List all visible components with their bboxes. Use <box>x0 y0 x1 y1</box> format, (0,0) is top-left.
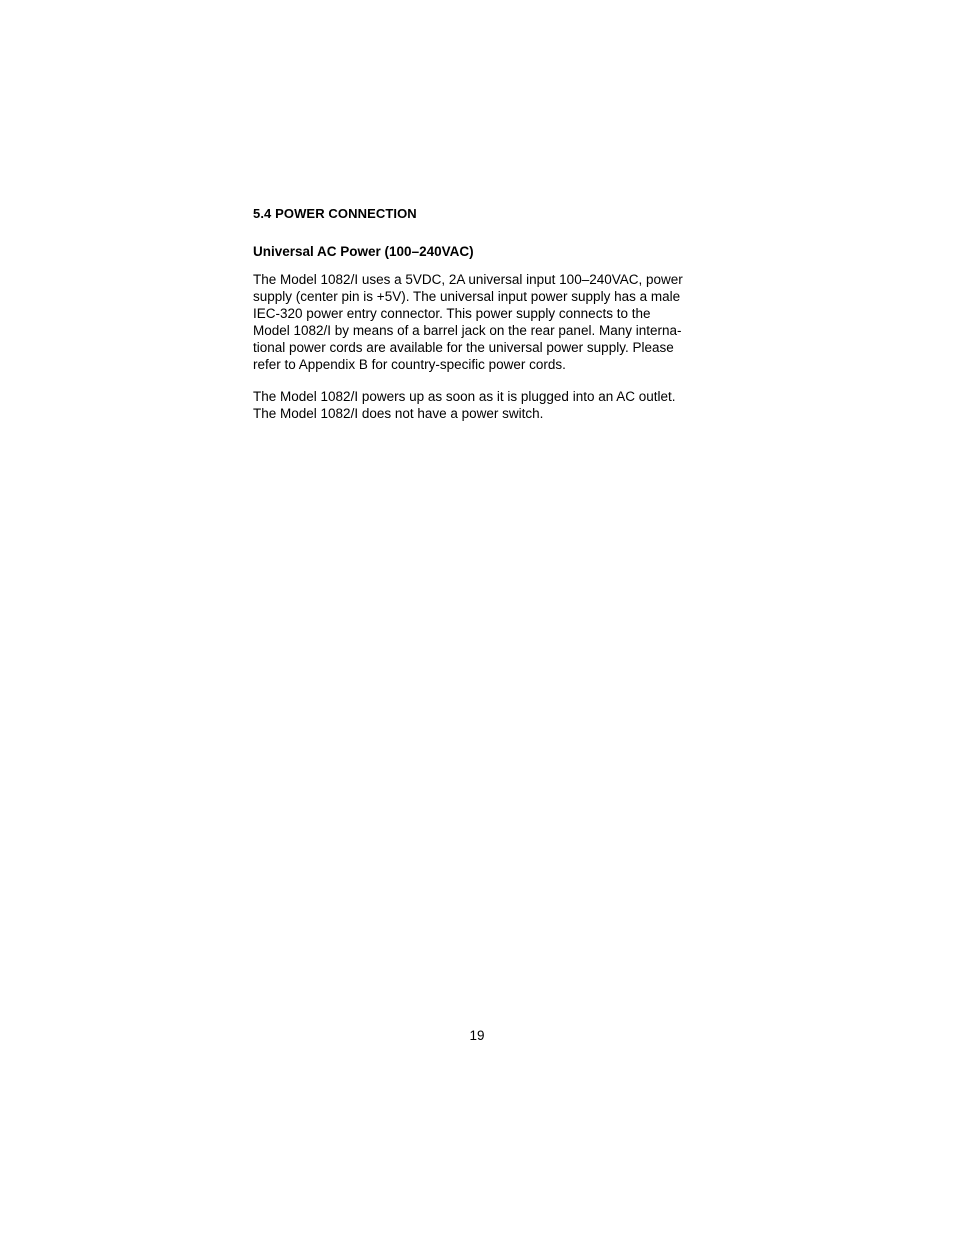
paragraph-line: The Model 1082/I does not have a power switch. <box>253 406 544 421</box>
page-content <box>253 205 703 422</box>
paragraph-line: supply (center pin is +5V). The universal input power supply has a male <box>253 289 681 304</box>
section-heading: 5.4 POWER CONNECTION <box>253 206 417 221</box>
page-number: 19 <box>469 1028 485 1043</box>
subsection-heading: Universal AC Power (100–240VAC) <box>253 244 474 259</box>
paragraph-power-up <box>253 388 703 422</box>
paragraph-line: The Model 1082/I uses a 5VDC, 2A universal input 100–240VAC, power <box>253 272 683 287</box>
paragraph-line: The Model 1082/I powers up as soon as it is plugged into an AC outlet. <box>253 389 676 404</box>
paragraph-line: refer to Appendix B for country-specific power cords. <box>253 357 566 372</box>
paragraph-line: IEC-320 power entry connector. This power supply connects to the <box>253 306 651 321</box>
paragraph-power-supply <box>253 271 703 373</box>
paragraph-line: Model 1082/I by means of a barrel jack on the rear panel. Many interna- <box>253 323 682 338</box>
paragraph-line: tional power cords are available for the universal power supply. Please <box>253 340 674 355</box>
